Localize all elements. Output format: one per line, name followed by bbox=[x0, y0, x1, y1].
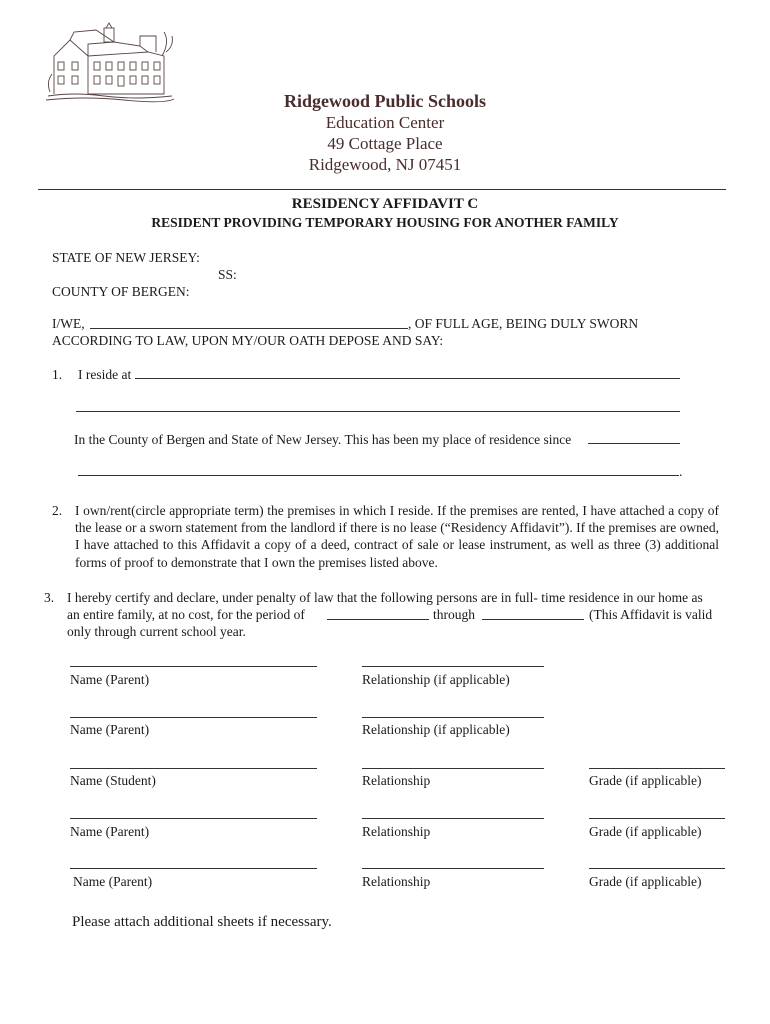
grade-caption: Grade (if applicable) bbox=[589, 773, 702, 788]
venue-county: COUNTY OF BERGEN: bbox=[52, 284, 190, 299]
item-3-number: 3. bbox=[44, 590, 55, 605]
city-state-zip: Ridgewood, NJ 07451 bbox=[308, 155, 462, 174]
grade-field[interactable] bbox=[589, 818, 725, 819]
form-title: RESIDENCY AFFIDAVIT C bbox=[291, 196, 479, 212]
residence-since-field[interactable] bbox=[588, 443, 680, 444]
address-field-line-2[interactable] bbox=[76, 411, 680, 412]
additional-sheets-note: Please attach additional sheets if necessary. bbox=[72, 914, 332, 930]
period-start-field[interactable] bbox=[327, 619, 429, 620]
venue-state: STATE OF NEW JERSEY: bbox=[52, 250, 200, 265]
name-field[interactable] bbox=[70, 717, 317, 718]
grade-caption: Grade (if applicable) bbox=[589, 874, 702, 889]
address-field-line-1[interactable] bbox=[135, 378, 680, 379]
item-1-number: 1. bbox=[52, 367, 63, 382]
oath-lead: I/WE, bbox=[52, 316, 85, 331]
venue-ss: SS: bbox=[218, 267, 237, 282]
period-end-field[interactable] bbox=[482, 619, 584, 620]
relationship-field[interactable] bbox=[362, 768, 544, 769]
item-3-line-1: I hereby certify and declare, under penalty of law that the following persons are in full- time residence in our home as bbox=[67, 590, 703, 605]
name-field[interactable] bbox=[70, 818, 317, 819]
name-field[interactable] bbox=[70, 768, 317, 769]
affiant-name-field[interactable] bbox=[90, 328, 408, 329]
name-field[interactable] bbox=[70, 666, 317, 667]
relationship-caption: Relationship bbox=[362, 824, 431, 839]
name-field[interactable] bbox=[70, 868, 317, 869]
relationship-field[interactable] bbox=[362, 666, 544, 667]
organization-name: Ridgewood Public Schools bbox=[283, 91, 487, 111]
header-divider bbox=[38, 189, 726, 190]
oath-line-2: ACCORDING TO LAW, UPON MY/OUR OATH DEPOSE AND SAY: bbox=[52, 333, 444, 348]
name-caption: Name (Student) bbox=[70, 773, 156, 788]
name-caption: Name (Parent) bbox=[70, 824, 150, 839]
item-1-label: I reside at bbox=[78, 367, 132, 382]
name-caption: Name (Parent) bbox=[70, 672, 150, 687]
grade-field[interactable] bbox=[589, 868, 725, 869]
item-2-paragraph: I own/rent(circle appropriate term) the premises in which I reside. If the premises are rented, I have attached a copy of the lease or a sworn statement from the landlord if there is no lease (“Residency Affidavit”). If the premises are owned, I have attached to this Affidavit a copy of a deed, contract of sale or lease instrument, as well as three (3) additional forms of proof to demonstrate that I own the premises listed above. bbox=[75, 503, 719, 570]
relationship-caption: Relationship bbox=[362, 773, 431, 788]
name-caption: Name (Parent) bbox=[73, 874, 153, 889]
item-2-text bbox=[75, 502, 719, 571]
item-3-line-2a: an entire family, at no cost, for the period of bbox=[67, 607, 305, 622]
oath-tail: , OF FULL AGE, BEING DULY SWORN bbox=[408, 316, 639, 331]
grade-caption: Grade (if applicable) bbox=[589, 824, 702, 839]
item-3-through: through bbox=[433, 607, 475, 622]
item-1-county-text: In the County of Bergen and State of New Jersey. This has been my place of residence since bbox=[74, 432, 572, 447]
relationship-caption: Relationship (if applicable) bbox=[362, 672, 510, 687]
street-address: 49 Cottage Place bbox=[327, 134, 443, 153]
residence-detail-field[interactable] bbox=[78, 475, 679, 476]
department-name: Education Center bbox=[325, 113, 445, 132]
relationship-field[interactable] bbox=[362, 717, 544, 718]
grade-field[interactable] bbox=[589, 768, 725, 769]
item-2-number: 2. bbox=[52, 503, 63, 518]
name-caption: Name (Parent) bbox=[70, 722, 150, 737]
item-3-line-2b: (This Affidavit is valid bbox=[589, 607, 713, 622]
relationship-caption: Relationship bbox=[362, 874, 431, 889]
relationship-caption: Relationship (if applicable) bbox=[362, 722, 510, 737]
item-1-end: . bbox=[679, 464, 683, 479]
form-subtitle: RESIDENT PROVIDING TEMPORARY HOUSING FOR ANOTHER FAMILY bbox=[151, 215, 619, 230]
relationship-field[interactable] bbox=[362, 818, 544, 819]
relationship-field[interactable] bbox=[362, 868, 544, 869]
item-3-line-3: only through current school year. bbox=[67, 624, 246, 639]
